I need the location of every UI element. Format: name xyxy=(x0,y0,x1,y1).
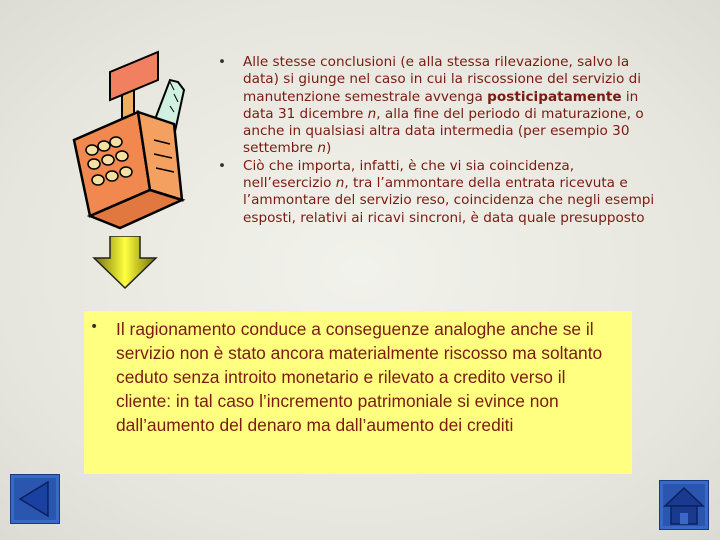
bullet: • xyxy=(90,319,99,335)
home-icon[interactable] xyxy=(659,480,709,530)
down-arrow-icon xyxy=(92,236,158,290)
top-bullet-list xyxy=(218,54,658,227)
list-item: • Alle stesse conclusioni (e alla stessa rilevazione, salvo la data) si giunge nel caso in cui la riscossione del servizio di manutenzione semestrale avvenga posticipatamente in data 31 dicembre n, alla fine del periodo di maturazione, o anche in qualsiasi altra data intermedia (per esempio 30 settembre n) xyxy=(218,54,644,157)
bullet: • xyxy=(218,54,227,70)
highlight-box xyxy=(84,311,632,474)
back-arrow-icon[interactable] xyxy=(10,474,60,524)
highlight-text: Il ragionamento conduce a conseguenze analoghe anche se il servizio non è stato ancora materialmente riscosso ma soltanto ceduto senza introito monetario e rilevato a credito verso il cliente: in tal caso l’incremento patrimoniale si evince non dall’aumento del denaro ma dall’aumento dei crediti xyxy=(116,319,603,435)
bullet: • xyxy=(218,157,227,174)
cash-register-icon xyxy=(70,40,210,230)
list-item: • Ciò che importa, infatti, è che vi sia coincidenza, nell’esercizio n, tra l’ammontare della entrata ricevuta e l’ammontare del servizio reso, coincidenza che negli esempi esposti, relativi ai ricavi sincroni, è data quale presupposto xyxy=(218,157,655,226)
